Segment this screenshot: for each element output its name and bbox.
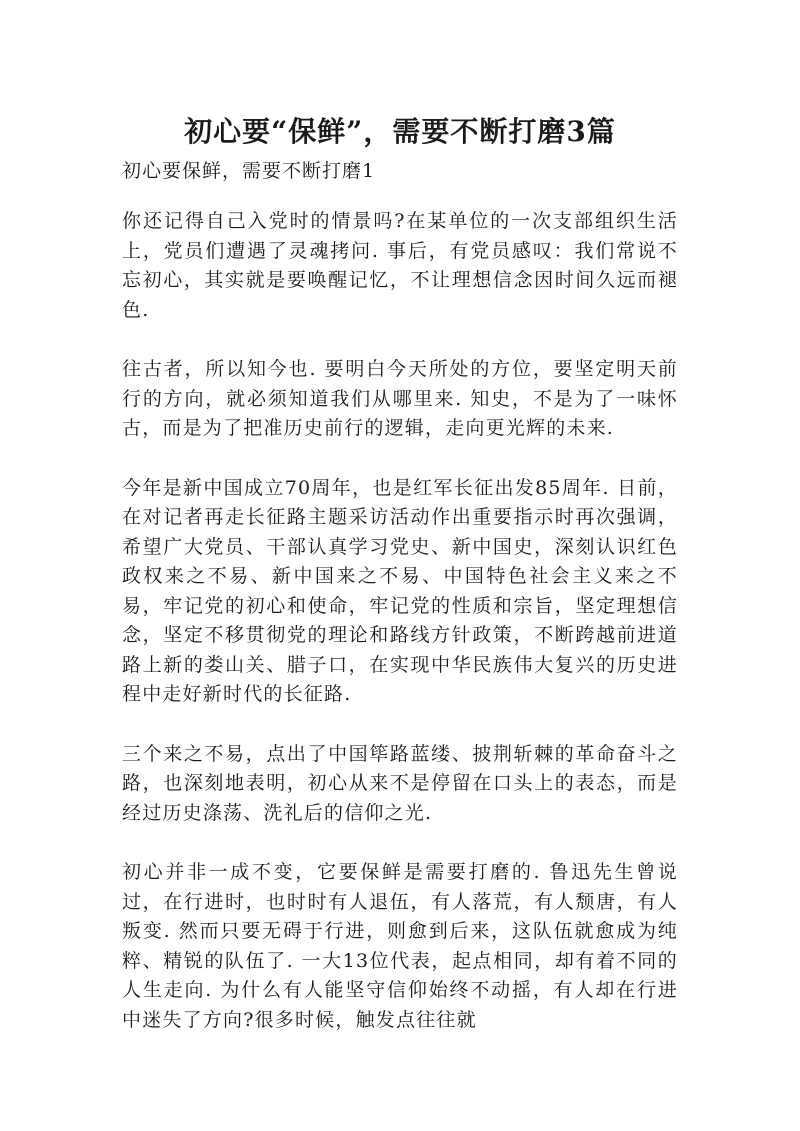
- document-body: [122, 207, 678, 1065]
- paragraph-1: 你还记得自己入党时的情景吗?在某单位的一次支部组织生活上，党员们遭遇了灵魂拷问. 事后，有党员感叹：我们常说不忘初心，其实就是要唤醒记忆，不让理想信念因时间久远而褪色.: [122, 210, 678, 321]
- paragraph-4: 三个来之不易，点出了中国筚路蓝缕、披荆斩棘的革命奋斗之路，也深刻地表明，初心从来不是停留在口头上的表态，而是经过历史涤荡、洗礼后的信仰之光.: [122, 742, 678, 824]
- paragraph-5: 初心并非一成不变，它要保鲜是需要打磨的. 鲁迅先生曾说过，在行进时，也时时有人退伍，有人落荒，有人颓唐，有人叛变. 然而只要无碍于行进，则愈到后来，这队伍就愈成为纯粹、精锐的队伍了. 一大13位代表，起点相同，却有着不同的人生走向. 为什么有人能坚守信仰始终不动摇，有人却在行进中迷失了方向?很多时候，触发点往往就: [122, 861, 678, 1031]
- paragraph-3: 今年是新中国成立70周年，也是红军长征出发85周年. 日前，在对记者再走长征路主题采访活动作出重要指示时再次强调，希望广大党员、干部认真学习党史、新中国史，深刻认识红色政权来之不易、新中国来之不易、中国特色社会主义来之不易，牢记党的初心和使命，牢记党的性质和宗旨，坚定理想信念，坚定不移贯彻党的理论和路线方针政策，不断跨越前进道路上新的娄山关、腊子口，在实现中华民族伟大复兴的历史进程中走好新时代的长征路.: [122, 476, 678, 705]
- document-subtitle: 初心要保鲜，需要不断打磨1: [122, 160, 376, 182]
- paragraph-2: 往古者，所以知今也. 要明白今天所处的方位，要坚定明天前行的方向，就必须知道我们从哪里来. 知史，不是为了一味怀古，而是为了把准历史前行的逻辑，走向更光辉的未来.: [122, 358, 678, 439]
- document-title: 初心要“保鲜”，需要不断打磨3篇: [184, 115, 616, 148]
